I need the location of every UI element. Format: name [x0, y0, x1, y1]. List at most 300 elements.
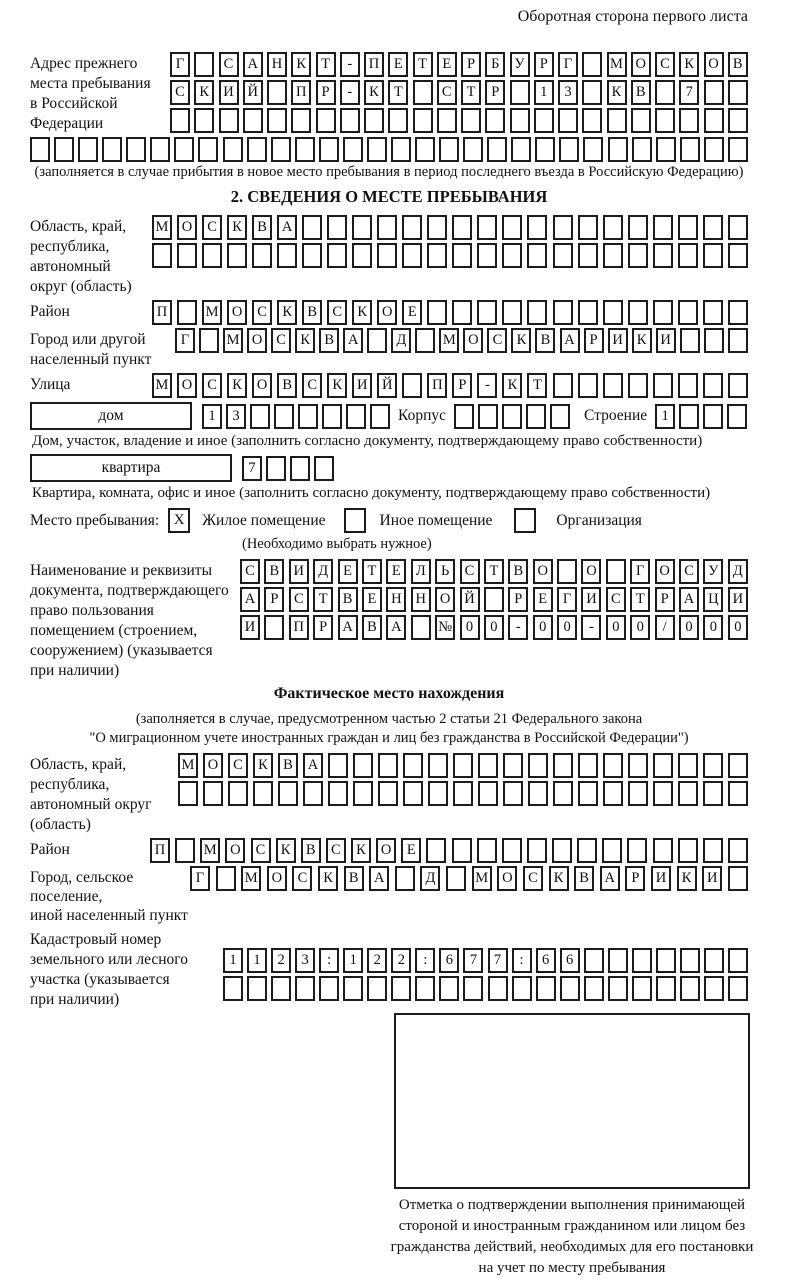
- char-cell[interactable]: Н: [386, 587, 406, 612]
- char-cell[interactable]: [250, 404, 270, 429]
- char-cell[interactable]: Р: [508, 587, 528, 612]
- char-cell[interactable]: [271, 976, 291, 1001]
- char-cell[interactable]: [552, 838, 572, 863]
- char-cell[interactable]: [678, 781, 698, 806]
- char-cell[interactable]: [704, 948, 724, 973]
- char-cell[interactable]: Г: [175, 328, 195, 353]
- char-cell[interactable]: [553, 243, 573, 268]
- char-cell[interactable]: [54, 137, 74, 162]
- char-cell[interactable]: [152, 243, 172, 268]
- char-cell[interactable]: К: [511, 328, 531, 353]
- char-cell[interactable]: [150, 137, 170, 162]
- char-cell[interactable]: Р: [461, 52, 481, 77]
- char-cell[interactable]: И: [352, 373, 372, 398]
- char-cell[interactable]: -: [508, 615, 528, 640]
- char-cell[interactable]: [526, 404, 546, 429]
- char-cell[interactable]: [680, 948, 700, 973]
- char-cell[interactable]: Е: [388, 52, 408, 77]
- char-cell[interactable]: [352, 215, 372, 240]
- char-cell[interactable]: В: [277, 373, 297, 398]
- char-cell[interactable]: [502, 243, 522, 268]
- char-cell[interactable]: [477, 838, 497, 863]
- char-cell[interactable]: [678, 243, 698, 268]
- char-cell[interactable]: 6: [560, 948, 580, 973]
- char-cell[interactable]: [446, 866, 466, 891]
- char-cell[interactable]: Б: [485, 52, 505, 77]
- char-cell[interactable]: Й: [460, 587, 480, 612]
- char-cell[interactable]: [415, 328, 435, 353]
- char-cell[interactable]: [602, 838, 622, 863]
- char-cell[interactable]: [264, 615, 284, 640]
- char-cell[interactable]: [198, 137, 218, 162]
- char-cell[interactable]: 1: [534, 80, 554, 105]
- char-cell[interactable]: [603, 781, 623, 806]
- char-cell[interactable]: [266, 456, 286, 481]
- char-cell[interactable]: 0: [606, 615, 626, 640]
- char-cell[interactable]: В: [301, 838, 321, 863]
- char-cell[interactable]: И: [651, 866, 671, 891]
- char-cell[interactable]: [553, 753, 573, 778]
- char-cell[interactable]: [527, 838, 547, 863]
- char-cell[interactable]: [728, 866, 748, 891]
- char-cell[interactable]: [402, 215, 422, 240]
- char-cell[interactable]: [170, 108, 190, 133]
- char-cell[interactable]: И: [608, 328, 628, 353]
- char-cell[interactable]: С: [326, 838, 346, 863]
- char-cell[interactable]: [703, 781, 723, 806]
- char-cell[interactable]: [267, 80, 287, 105]
- char-cell[interactable]: [377, 215, 397, 240]
- char-cell[interactable]: [367, 137, 387, 162]
- char-cell[interactable]: И: [240, 615, 260, 640]
- char-cell[interactable]: [502, 215, 522, 240]
- char-cell[interactable]: [632, 976, 652, 1001]
- char-cell[interactable]: [728, 976, 748, 1001]
- char-cell[interactable]: [402, 243, 422, 268]
- char-cell[interactable]: [679, 404, 699, 429]
- char-cell[interactable]: В: [535, 328, 555, 353]
- char-cell[interactable]: [427, 243, 447, 268]
- char-cell[interactable]: К: [502, 373, 522, 398]
- char-cell[interactable]: [550, 404, 570, 429]
- char-cell[interactable]: [177, 243, 197, 268]
- char-cell[interactable]: [553, 781, 573, 806]
- char-cell[interactable]: [271, 137, 291, 162]
- char-cell[interactable]: Т: [630, 587, 650, 612]
- char-cell[interactable]: [295, 137, 315, 162]
- char-cell[interactable]: [527, 215, 547, 240]
- char-cell[interactable]: Т: [362, 559, 382, 584]
- char-cell[interactable]: С: [460, 559, 480, 584]
- char-cell[interactable]: [703, 300, 723, 325]
- char-cell[interactable]: -: [581, 615, 601, 640]
- char-cell[interactable]: О: [377, 300, 397, 325]
- char-cell[interactable]: [558, 108, 578, 133]
- char-cell[interactable]: [278, 781, 298, 806]
- char-cell[interactable]: [557, 559, 577, 584]
- char-cell[interactable]: О: [203, 753, 223, 778]
- char-cell[interactable]: 0: [679, 615, 699, 640]
- char-cell[interactable]: [512, 976, 532, 1001]
- char-cell[interactable]: [477, 215, 497, 240]
- char-cell[interactable]: Т: [527, 373, 547, 398]
- char-cell[interactable]: [411, 615, 431, 640]
- char-cell[interactable]: [608, 137, 628, 162]
- char-cell[interactable]: [502, 300, 522, 325]
- char-cell[interactable]: [439, 976, 459, 1001]
- char-cell[interactable]: [527, 300, 547, 325]
- char-cell[interactable]: Р: [534, 52, 554, 77]
- char-cell[interactable]: Е: [437, 52, 457, 77]
- char-cell[interactable]: В: [574, 866, 594, 891]
- char-cell[interactable]: У: [703, 559, 723, 584]
- char-cell[interactable]: [656, 948, 676, 973]
- char-cell[interactable]: [583, 137, 603, 162]
- char-cell[interactable]: И: [289, 559, 309, 584]
- char-cell[interactable]: :: [319, 948, 339, 973]
- char-cell[interactable]: [427, 300, 447, 325]
- char-cell[interactable]: [603, 300, 623, 325]
- char-cell[interactable]: [728, 108, 748, 133]
- char-cell[interactable]: [487, 137, 507, 162]
- char-cell[interactable]: №: [435, 615, 455, 640]
- char-cell[interactable]: [367, 976, 387, 1001]
- char-cell[interactable]: [328, 781, 348, 806]
- char-cell[interactable]: [454, 404, 474, 429]
- char-cell[interactable]: А: [600, 866, 620, 891]
- char-cell[interactable]: [680, 328, 700, 353]
- char-cell[interactable]: [680, 137, 700, 162]
- char-cell[interactable]: [511, 137, 531, 162]
- char-cell[interactable]: 0: [728, 615, 748, 640]
- char-cell[interactable]: Е: [402, 300, 422, 325]
- char-cell[interactable]: [656, 976, 676, 1001]
- char-cell[interactable]: [364, 108, 384, 133]
- stay-type-checkbox-residential[interactable]: X: [168, 508, 190, 533]
- char-cell[interactable]: Р: [485, 80, 505, 105]
- char-cell[interactable]: [427, 215, 447, 240]
- char-cell[interactable]: [653, 838, 673, 863]
- char-cell[interactable]: [608, 948, 628, 973]
- char-cell[interactable]: [428, 781, 448, 806]
- char-cell[interactable]: [578, 243, 598, 268]
- char-cell[interactable]: 3: [558, 80, 578, 105]
- char-cell[interactable]: [628, 753, 648, 778]
- char-cell[interactable]: О: [463, 328, 483, 353]
- char-cell[interactable]: П: [152, 300, 172, 325]
- char-cell[interactable]: [178, 781, 198, 806]
- char-cell[interactable]: [253, 781, 273, 806]
- char-cell[interactable]: К: [327, 373, 347, 398]
- char-cell[interactable]: 3: [295, 948, 315, 973]
- char-cell[interactable]: О: [177, 215, 197, 240]
- char-cell[interactable]: [378, 781, 398, 806]
- char-cell[interactable]: [704, 80, 724, 105]
- char-cell[interactable]: [194, 108, 214, 133]
- char-cell[interactable]: О: [227, 300, 247, 325]
- char-cell[interactable]: [452, 300, 472, 325]
- char-cell[interactable]: [199, 328, 219, 353]
- char-cell[interactable]: [607, 108, 627, 133]
- char-cell[interactable]: [603, 373, 623, 398]
- char-cell[interactable]: [243, 108, 263, 133]
- char-cell[interactable]: И: [656, 328, 676, 353]
- char-cell[interactable]: 1: [247, 948, 267, 973]
- char-cell[interactable]: К: [352, 300, 372, 325]
- char-cell[interactable]: [728, 948, 748, 973]
- char-cell[interactable]: [578, 215, 598, 240]
- char-cell[interactable]: С: [655, 52, 675, 77]
- char-cell[interactable]: С: [606, 587, 626, 612]
- char-cell[interactable]: [452, 838, 472, 863]
- char-cell[interactable]: К: [277, 300, 297, 325]
- char-cell[interactable]: [437, 108, 457, 133]
- char-cell[interactable]: [463, 976, 483, 1001]
- char-cell[interactable]: [728, 80, 748, 105]
- char-cell[interactable]: [656, 137, 676, 162]
- char-cell[interactable]: [78, 137, 98, 162]
- char-cell[interactable]: А: [369, 866, 389, 891]
- char-cell[interactable]: А: [386, 615, 406, 640]
- stay-type-checkbox-organization[interactable]: [514, 508, 536, 533]
- char-cell[interactable]: П: [150, 838, 170, 863]
- char-cell[interactable]: В: [319, 328, 339, 353]
- char-cell[interactable]: [728, 243, 748, 268]
- char-cell[interactable]: [510, 108, 530, 133]
- char-cell[interactable]: [252, 243, 272, 268]
- char-cell[interactable]: Е: [401, 838, 421, 863]
- char-cell[interactable]: С: [487, 328, 507, 353]
- char-cell[interactable]: [577, 838, 597, 863]
- char-cell[interactable]: К: [679, 52, 699, 77]
- char-cell[interactable]: О: [704, 52, 724, 77]
- char-cell[interactable]: [655, 108, 675, 133]
- char-cell[interactable]: [295, 976, 315, 1001]
- char-cell[interactable]: С: [292, 866, 312, 891]
- char-cell[interactable]: [463, 137, 483, 162]
- char-cell[interactable]: 1: [343, 948, 363, 973]
- char-cell[interactable]: [534, 108, 554, 133]
- char-cell[interactable]: А: [240, 587, 260, 612]
- char-cell[interactable]: [628, 243, 648, 268]
- char-cell[interactable]: Р: [625, 866, 645, 891]
- char-cell[interactable]: [30, 137, 50, 162]
- char-cell[interactable]: [403, 781, 423, 806]
- char-cell[interactable]: [502, 838, 522, 863]
- char-cell[interactable]: Р: [264, 587, 284, 612]
- char-cell[interactable]: В: [264, 559, 284, 584]
- char-cell[interactable]: [678, 215, 698, 240]
- char-cell[interactable]: [203, 781, 223, 806]
- char-cell[interactable]: С: [251, 838, 271, 863]
- char-cell[interactable]: В: [631, 80, 651, 105]
- char-cell[interactable]: Т: [484, 559, 504, 584]
- char-cell[interactable]: [267, 108, 287, 133]
- char-cell[interactable]: К: [227, 373, 247, 398]
- char-cell[interactable]: Г: [558, 52, 578, 77]
- char-cell[interactable]: [353, 753, 373, 778]
- char-cell[interactable]: А: [338, 615, 358, 640]
- char-cell[interactable]: [704, 976, 724, 1001]
- char-cell[interactable]: [314, 456, 334, 481]
- char-cell[interactable]: [559, 137, 579, 162]
- char-cell[interactable]: [343, 137, 363, 162]
- char-cell[interactable]: 6: [536, 948, 556, 973]
- char-cell[interactable]: [728, 328, 748, 353]
- char-cell[interactable]: [175, 838, 195, 863]
- char-cell[interactable]: С: [202, 373, 222, 398]
- char-cell[interactable]: [290, 456, 310, 481]
- char-cell[interactable]: М: [241, 866, 261, 891]
- char-cell[interactable]: С: [202, 215, 222, 240]
- char-cell[interactable]: [219, 108, 239, 133]
- char-cell[interactable]: [631, 108, 651, 133]
- char-cell[interactable]: 0: [484, 615, 504, 640]
- char-cell[interactable]: [678, 838, 698, 863]
- char-cell[interactable]: Т: [413, 52, 433, 77]
- char-cell[interactable]: [343, 976, 363, 1001]
- char-cell[interactable]: [679, 108, 699, 133]
- char-cell[interactable]: [728, 781, 748, 806]
- char-cell[interactable]: [453, 753, 473, 778]
- char-cell[interactable]: [728, 300, 748, 325]
- char-cell[interactable]: [653, 753, 673, 778]
- char-cell[interactable]: [319, 137, 339, 162]
- char-cell[interactable]: [228, 781, 248, 806]
- char-cell[interactable]: С: [679, 559, 699, 584]
- char-cell[interactable]: [584, 976, 604, 1001]
- char-cell[interactable]: [704, 328, 724, 353]
- char-cell[interactable]: В: [302, 300, 322, 325]
- char-cell[interactable]: [413, 108, 433, 133]
- char-cell[interactable]: О: [252, 373, 272, 398]
- char-cell[interactable]: [628, 215, 648, 240]
- char-cell[interactable]: [478, 781, 498, 806]
- char-cell[interactable]: М: [152, 373, 172, 398]
- char-cell[interactable]: [316, 108, 336, 133]
- char-cell[interactable]: [628, 300, 648, 325]
- char-cell[interactable]: Р: [655, 587, 675, 612]
- char-cell[interactable]: А: [560, 328, 580, 353]
- char-cell[interactable]: Д: [728, 559, 748, 584]
- char-cell[interactable]: 1: [223, 948, 243, 973]
- char-cell[interactable]: [628, 373, 648, 398]
- char-cell[interactable]: О: [225, 838, 245, 863]
- char-cell[interactable]: [703, 243, 723, 268]
- char-cell[interactable]: В: [344, 866, 364, 891]
- char-cell[interactable]: [439, 137, 459, 162]
- char-cell[interactable]: [391, 976, 411, 1001]
- char-cell[interactable]: [627, 838, 647, 863]
- char-cell[interactable]: И: [702, 866, 722, 891]
- char-cell[interactable]: [703, 373, 723, 398]
- stay-type-checkbox-other[interactable]: [344, 508, 366, 533]
- char-cell[interactable]: [322, 404, 342, 429]
- char-cell[interactable]: С: [228, 753, 248, 778]
- char-cell[interactable]: :: [415, 948, 435, 973]
- char-cell[interactable]: [202, 243, 222, 268]
- char-cell[interactable]: [502, 404, 522, 429]
- char-cell[interactable]: С: [523, 866, 543, 891]
- char-cell[interactable]: :: [512, 948, 532, 973]
- char-cell[interactable]: [477, 300, 497, 325]
- char-cell[interactable]: С: [302, 373, 322, 398]
- char-cell[interactable]: [303, 781, 323, 806]
- char-cell[interactable]: [503, 781, 523, 806]
- char-cell[interactable]: 2: [271, 948, 291, 973]
- char-cell[interactable]: И: [219, 80, 239, 105]
- char-cell[interactable]: О: [247, 328, 267, 353]
- char-cell[interactable]: [655, 80, 675, 105]
- char-cell[interactable]: П: [289, 615, 309, 640]
- char-cell[interactable]: [327, 243, 347, 268]
- char-cell[interactable]: Н: [267, 52, 287, 77]
- char-cell[interactable]: С: [437, 80, 457, 105]
- char-cell[interactable]: 0: [533, 615, 553, 640]
- char-cell[interactable]: [388, 108, 408, 133]
- char-cell[interactable]: Г: [557, 587, 577, 612]
- char-cell[interactable]: [728, 373, 748, 398]
- char-cell[interactable]: Г: [630, 559, 650, 584]
- char-cell[interactable]: М: [200, 838, 220, 863]
- char-cell[interactable]: Й: [243, 80, 263, 105]
- char-cell[interactable]: [680, 976, 700, 1001]
- char-cell[interactable]: [227, 243, 247, 268]
- char-cell[interactable]: [274, 404, 294, 429]
- char-cell[interactable]: 0: [703, 615, 723, 640]
- char-cell[interactable]: [177, 300, 197, 325]
- char-cell[interactable]: [553, 373, 573, 398]
- char-cell[interactable]: [352, 243, 372, 268]
- char-cell[interactable]: [485, 108, 505, 133]
- char-cell[interactable]: [553, 300, 573, 325]
- char-cell[interactable]: 2: [367, 948, 387, 973]
- char-cell[interactable]: [704, 137, 724, 162]
- char-cell[interactable]: [461, 108, 481, 133]
- char-cell[interactable]: Ь: [435, 559, 455, 584]
- char-cell[interactable]: [527, 243, 547, 268]
- char-cell[interactable]: М: [472, 866, 492, 891]
- char-cell[interactable]: [415, 976, 435, 1001]
- char-cell[interactable]: [415, 137, 435, 162]
- char-cell[interactable]: [578, 753, 598, 778]
- char-cell[interactable]: [478, 753, 498, 778]
- char-cell[interactable]: Л: [411, 559, 431, 584]
- char-cell[interactable]: [194, 52, 214, 77]
- char-cell[interactable]: [413, 80, 433, 105]
- char-cell[interactable]: [353, 781, 373, 806]
- char-cell[interactable]: [453, 781, 473, 806]
- char-cell[interactable]: 1: [655, 404, 675, 429]
- char-cell[interactable]: Д: [313, 559, 333, 584]
- char-cell[interactable]: Д: [391, 328, 411, 353]
- char-cell[interactable]: П: [291, 80, 311, 105]
- char-cell[interactable]: В: [278, 753, 298, 778]
- char-cell[interactable]: А: [679, 587, 699, 612]
- char-cell[interactable]: [703, 404, 723, 429]
- char-cell[interactable]: В: [362, 615, 382, 640]
- char-cell[interactable]: Е: [338, 559, 358, 584]
- char-cell[interactable]: [560, 976, 580, 1001]
- char-cell[interactable]: Ц: [703, 587, 723, 612]
- char-cell[interactable]: [727, 404, 747, 429]
- char-cell[interactable]: [578, 373, 598, 398]
- char-cell[interactable]: К: [318, 866, 338, 891]
- char-cell[interactable]: [126, 137, 146, 162]
- char-cell[interactable]: [678, 300, 698, 325]
- char-cell[interactable]: [536, 976, 556, 1001]
- char-cell[interactable]: Г: [190, 866, 210, 891]
